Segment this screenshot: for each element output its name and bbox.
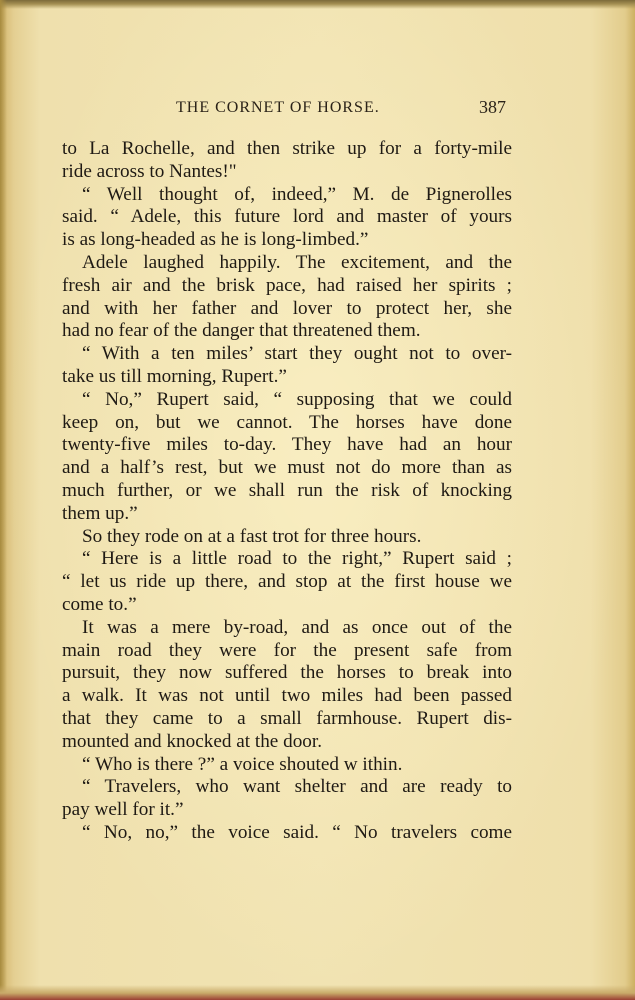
running-head bbox=[62, 95, 512, 123]
text-line: and with her father and lover to protect her, she bbox=[62, 297, 512, 319]
text-line: said. “ Adele, this future lord and master of yours bbox=[62, 206, 512, 228]
text-line: main road they were for the present safe from bbox=[62, 639, 512, 661]
text-line: had no fear of the danger that threatened them. bbox=[62, 320, 421, 342]
text-line: to La Rochelle, and then strike up for a forty-mile bbox=[62, 138, 512, 159]
page-left-edge bbox=[0, 0, 7, 1000]
text-line: them up.” bbox=[62, 502, 138, 524]
text-line: take us till morning, Rupert.” bbox=[62, 365, 287, 387]
text-line: So they rode on at a fast trot for three hours. bbox=[82, 525, 422, 547]
text-line: is as long-headed as he is long-limbed.” bbox=[62, 229, 369, 251]
text-line: come to.” bbox=[62, 593, 137, 615]
text-line: “ Well thought of, indeed,” M. de Pignerolles bbox=[82, 183, 512, 205]
text-line: ride across to Nantes!" bbox=[62, 160, 237, 182]
text-line: that they came to a small farmhouse. Rupert dis- bbox=[62, 707, 512, 729]
page-top-edge bbox=[0, 0, 635, 9]
text-line: “ let us ride up there, and stop at the first house we bbox=[62, 571, 512, 593]
text-line: “ Here is a little road to the right,” Rupert said ; bbox=[82, 548, 512, 570]
text-line: pursuit, they now suffered the horses to break into bbox=[62, 662, 512, 684]
text-line: “ With a ten miles’ start they ought not to over- bbox=[82, 343, 512, 365]
text-line: “ No, no,” the voice said. “ No travelers come bbox=[82, 821, 512, 843]
body-text bbox=[62, 138, 512, 845]
text-line: and a half’s rest, but we must not do more than as bbox=[62, 457, 512, 479]
text-line: fresh air and the brisk pace, had raised her spirits ; bbox=[62, 274, 512, 296]
text-line: It was a mere by-road, and as once out of the bbox=[82, 616, 512, 638]
text-line: a walk. It was not until two miles had been passed bbox=[62, 685, 512, 707]
text-line: “ No,” Rupert said, “ supposing that we could bbox=[82, 388, 512, 410]
text-line: mounted and knocked at the door. bbox=[62, 730, 323, 752]
text-line: “ Who is there ?” a voice shouted w ithin. bbox=[82, 753, 403, 775]
page-bottom-edge bbox=[0, 985, 635, 1000]
text-line: twenty-five miles to-day. They have had an hour bbox=[62, 434, 512, 456]
text-line: “ Travelers, who want shelter and are ready to bbox=[82, 776, 512, 798]
running-title: THE CORNET OF HORSE. bbox=[176, 99, 380, 116]
text-line: much further, or we shall run the risk of knocking bbox=[62, 479, 512, 501]
page-number: 387 bbox=[479, 97, 506, 117]
text-line: keep on, but we cannot. The horses have done bbox=[62, 411, 512, 433]
text-line: Adele laughed happily. The excitement, and the bbox=[82, 251, 512, 273]
text-line: pay well for it.” bbox=[62, 799, 184, 821]
